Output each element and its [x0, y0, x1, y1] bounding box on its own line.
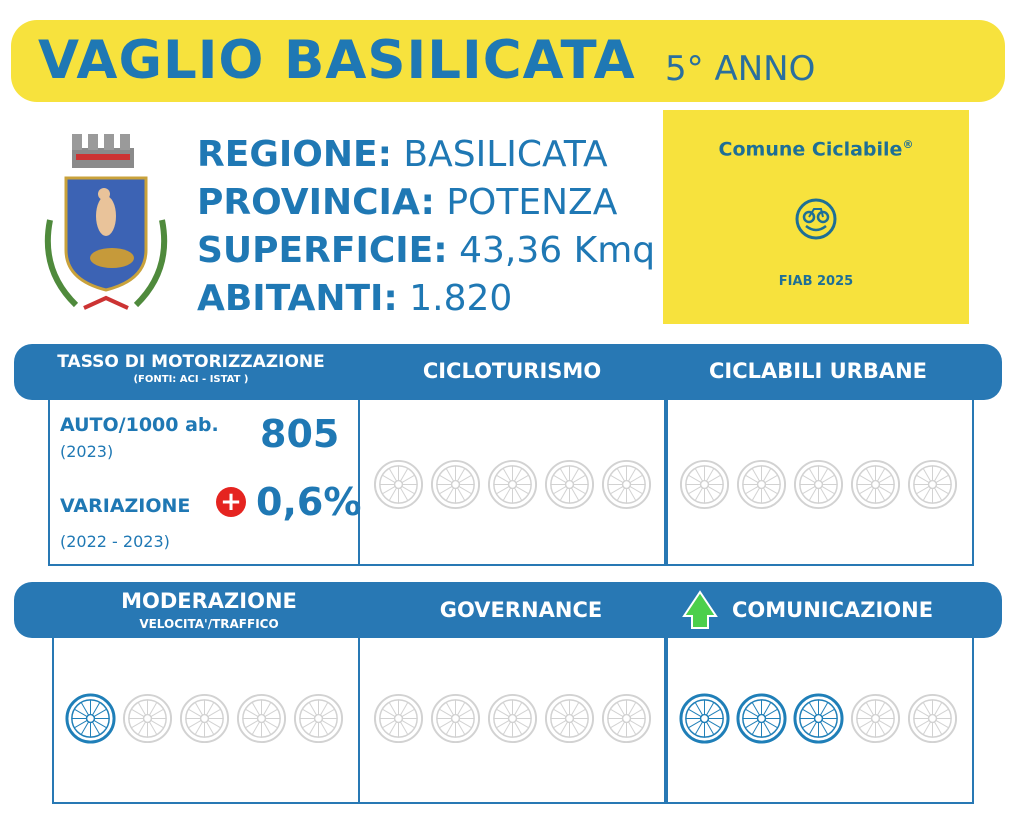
bicycle-wheel-icon: [543, 458, 596, 511]
bicycle-wheel-icon: [678, 692, 731, 745]
bicycle-wheel-icon: [64, 692, 117, 745]
bicycle-wheel-icon: [792, 692, 845, 745]
bicycle-wheel-icon: [429, 458, 482, 511]
plus-icon: +: [216, 487, 246, 517]
bicycle-wheel-icon: [178, 692, 231, 745]
governance-panel: [358, 638, 668, 804]
governance-title: GOVERNANCE: [439, 598, 603, 622]
bicycle-wheel-icon: [678, 458, 731, 511]
variazione-period: (2022 - 2023): [60, 532, 170, 551]
arrow-up-icon: [682, 590, 718, 630]
provincia-label: PROVINCIA:: [197, 182, 435, 223]
comunicazione-rating: [678, 692, 968, 748]
superficie-line: [197, 228, 655, 274]
bicycle-smile-icon: [794, 197, 838, 241]
motorizzazione-title: TASSO DI MOTORIZZAZIONE: [57, 352, 325, 372]
bicycle-wheel-icon: [735, 692, 788, 745]
moderazione-rating: [64, 692, 354, 748]
superficie-value: 43,36 Kmq: [447, 230, 656, 271]
bicycle-wheel-icon: [849, 692, 902, 745]
bicycle-wheel-icon: [372, 458, 425, 511]
badge-title: Comune Ciclabile®: [718, 138, 914, 161]
abitanti-line: [197, 276, 512, 322]
bicycle-wheel-icon: [292, 692, 345, 745]
moderazione-title: MODERAZIONE: [121, 589, 297, 613]
bicycle-wheel-icon: [735, 458, 788, 511]
regione-line: [197, 132, 608, 178]
regione-label: REGIONE:: [197, 134, 392, 175]
cicloturismo-rating: [372, 458, 662, 514]
abitanti-value: 1.820: [397, 278, 513, 319]
badge-year: FIAB 2025: [778, 274, 854, 289]
superficie-label: SUPERFICIE:: [197, 230, 448, 271]
bicycle-wheel-icon: [849, 458, 902, 511]
provincia-line: [197, 180, 617, 226]
ciclabili-urbane-rating: [678, 458, 968, 514]
comunicazione-title: COMUNICAZIONE: [732, 598, 934, 622]
bicycle-wheel-icon: [600, 692, 653, 745]
page-title: VAGLIO BASILICATA: [38, 30, 636, 91]
comune-ciclabile-badge: [663, 110, 969, 324]
cicloturismo-title: CICLOTURISMO: [422, 359, 602, 383]
coat-of-arms-icon: [36, 130, 176, 325]
variazione-label: VARIAZIONE: [60, 495, 191, 517]
moderazione-panel: [52, 638, 360, 804]
auto-label: AUTO/1000 ab.: [60, 414, 219, 436]
year-label: 5° ANNO: [665, 49, 816, 89]
bicycle-wheel-icon: [792, 458, 845, 511]
variazione-value: 0,6%: [256, 480, 362, 524]
bicycle-wheel-icon: [372, 692, 425, 745]
bicycle-wheel-icon: [906, 692, 959, 745]
bicycle-wheel-icon: [121, 692, 174, 745]
auto-value: 805: [260, 412, 340, 456]
auto-year: (2023): [60, 442, 114, 461]
abitanti-label: ABITANTI:: [197, 278, 398, 319]
motorizzazione-panel: [48, 400, 360, 566]
cicloturismo-panel: [358, 400, 668, 566]
bicycle-wheel-icon: [486, 458, 539, 511]
governance-rating: [372, 692, 662, 748]
ciclabili-urbane-title: CICLABILI URBANE: [709, 359, 927, 383]
regione-value: BASILICATA: [391, 134, 608, 175]
bicycle-wheel-icon: [486, 692, 539, 745]
moderazione-sub: VELOCITA'/TRAFFICO: [139, 617, 279, 631]
motorizzazione-source: (FONTI: ACI - ISTAT ): [133, 374, 249, 385]
ciclabili-urbane-panel: [664, 400, 974, 566]
bicycle-wheel-icon: [235, 692, 288, 745]
bicycle-wheel-icon: [906, 458, 959, 511]
comunicazione-panel: [664, 638, 974, 804]
bicycle-wheel-icon: [429, 692, 482, 745]
bicycle-wheel-icon: [600, 458, 653, 511]
provincia-value: POTENZA: [434, 182, 618, 223]
bicycle-wheel-icon: [543, 692, 596, 745]
